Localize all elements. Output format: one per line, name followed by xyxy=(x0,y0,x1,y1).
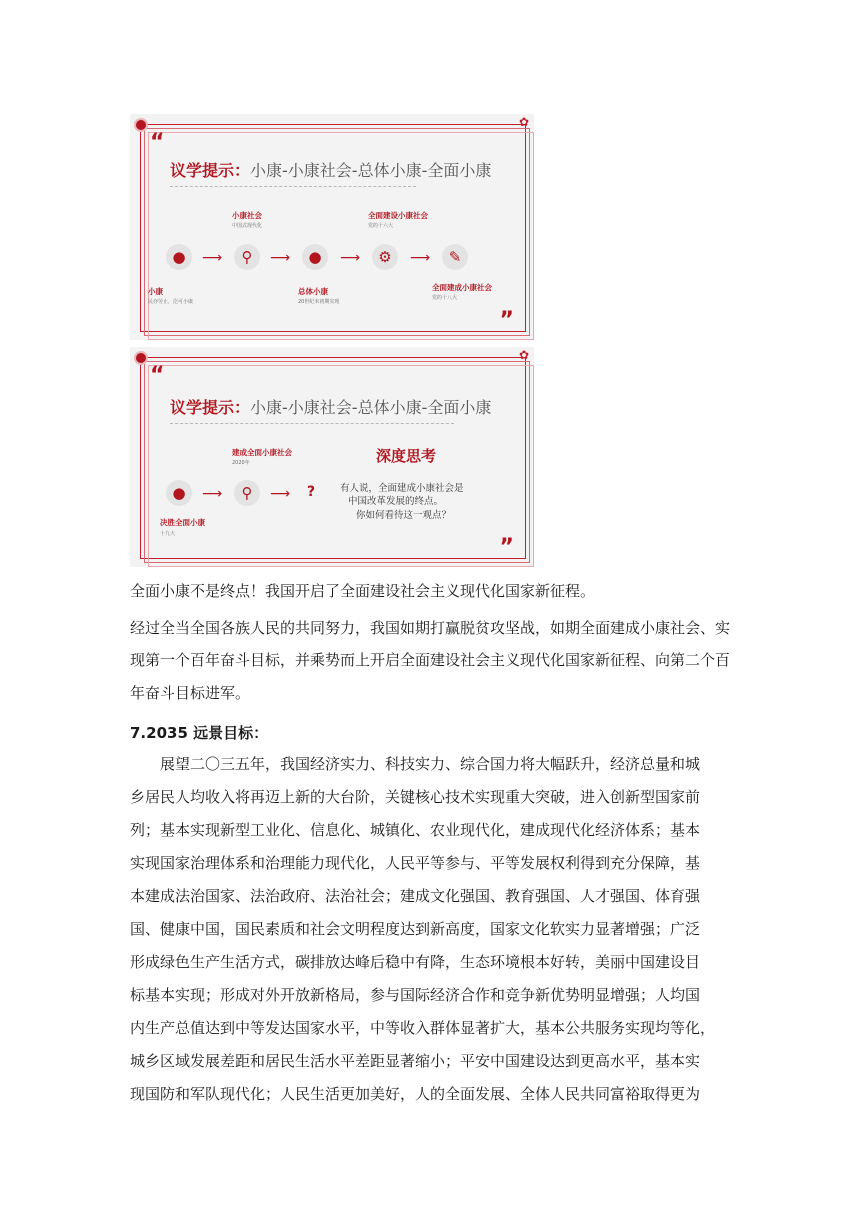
step-sub: 20世纪末初期实现 xyxy=(298,299,340,305)
body-line: 列；基本实现新型工业化、信息化、城镇化、农业现代化，建成现代化经济体系；基本 xyxy=(130,821,701,839)
lightbulb-icon: ● xyxy=(166,244,192,270)
slide-title xyxy=(170,158,491,181)
title-prefix: 议学提示： xyxy=(170,398,251,417)
title-prefix: 议学提示： xyxy=(170,161,251,180)
body-line: 城乡区域发展差距和居民生活水平差距显著缩小；平安中国建设达到更高水平，基本实 xyxy=(130,1052,701,1070)
think-line: 中国改革发展的终点。 xyxy=(348,496,444,507)
decor-dot-icon xyxy=(136,120,146,130)
dashed-divider xyxy=(170,423,454,424)
gear-icon: ⚙ xyxy=(372,244,398,270)
flower-icon: ✿ xyxy=(518,115,529,129)
magnifier-icon: ⚲ xyxy=(234,480,260,506)
body-line: 现第一个百年奋斗目标，并乘势而上开启全面建设社会主义现代化国家新征程、向第二个百 xyxy=(130,651,731,669)
title-rest: 小康-小康社会-总体小康-全面小康 xyxy=(250,161,492,180)
body-line: 年奋斗目标进军。 xyxy=(130,684,251,702)
step-sub: 民亦劳止，汔可小康 xyxy=(148,299,194,305)
body-line: 现国防和军队现代化；人民生活更加美好，人的全面发展、全体人民共同富裕取得更为 xyxy=(130,1085,701,1103)
step-label: 全面建成小康社会 xyxy=(432,283,492,292)
step-label: 全面建设小康社会 xyxy=(368,211,428,220)
body-line: 展望二〇三五年，我国经济实力、科技实力、综合国力将大幅跃升，经济总量和城 xyxy=(160,755,701,773)
magnifier-icon: ⚲ xyxy=(234,244,260,270)
body-line: 内生产总值达到中等发达国家水平，中等收入群体显著扩大，基本公共服务实现均等化， xyxy=(130,1019,716,1037)
body-line: 形成绿色生产生活方式，碳排放达峰后稳中有降，生态环境根本好转，美丽中国建设目 xyxy=(130,953,701,971)
step-sub: 2020年 xyxy=(232,460,250,466)
body-line: 国、健康中国，国民素质和社会文明程度达到新高度，国家文化软实力显著增强；广泛 xyxy=(130,920,701,938)
body-line: 乡居民人均收入将再迈上新的大台阶，关键核心技术实现重大突破，进入创新型国家前 xyxy=(130,788,701,806)
step-sub: 党的十六大 xyxy=(368,223,394,229)
step-sub: 十九大 xyxy=(160,531,176,537)
step-label: 小康 xyxy=(148,287,163,296)
slide-image-1 xyxy=(130,114,534,340)
arrow-icon: ⟶ xyxy=(410,250,431,266)
close-quote-icon: ” xyxy=(499,535,514,560)
arrow-icon: ⟶ xyxy=(202,250,223,266)
arrow-icon: ⟶ xyxy=(270,250,291,266)
body-line: 实现国家治理体系和治理能力现代化，人民平等参与、平等发展权利得到充分保障，基 xyxy=(130,854,701,872)
decor-dot-icon xyxy=(136,353,146,363)
body-line: 本建成法治国家、法治政府、法治社会；建成文化强国、教育强国、人才强国、体育强 xyxy=(130,887,701,905)
lightbulb-icon: ● xyxy=(166,480,192,506)
title-rest: 小康-小康社会-总体小康-全面小康 xyxy=(250,398,492,417)
slide-image-2 xyxy=(130,347,534,567)
notepad-icon: ✎ xyxy=(442,244,468,270)
step-label: 小康社会 xyxy=(232,211,262,220)
arrow-icon: ⟶ xyxy=(202,486,223,502)
think-line: 你如何看待这一观点？ xyxy=(356,510,452,521)
speech-bubble-icon: ● xyxy=(302,244,328,270)
body-line: 标基本实现；形成对外开放新格局，参与国际经济合作和竞争新优势明显增强；人均国 xyxy=(130,986,701,1004)
slide-title xyxy=(170,395,491,418)
close-quote-icon: ” xyxy=(499,308,514,333)
question-mark: ? xyxy=(307,484,316,500)
think-line: 有人说，全面建成小康社会是 xyxy=(340,483,464,494)
step-label: 决胜全面小康 xyxy=(160,518,205,527)
step-label: 总体小康 xyxy=(298,287,328,296)
dashed-divider xyxy=(170,186,416,187)
flower-icon: ✿ xyxy=(518,348,529,362)
body-line: 经过全当全国各族人民的共同努力，我国如期打赢脱贫攻坚战，如期全面建成小康社会、实 xyxy=(130,619,731,637)
step-label: 建成全面小康社会 xyxy=(232,448,292,457)
open-quote-icon: “ xyxy=(150,130,165,155)
open-quote-icon: “ xyxy=(150,363,165,388)
step-sub: 党的十八大 xyxy=(432,295,458,301)
step-sub: 中国式现代化 xyxy=(232,223,263,229)
body-line: 全面小康不是终点！我国开启了全面建设社会主义现代化国家新征程。 xyxy=(130,582,596,600)
arrow-icon: ⟶ xyxy=(340,250,361,266)
arrow-icon: ⟶ xyxy=(270,486,291,502)
section-heading: 7.2035 远景目标： xyxy=(130,724,269,742)
think-title: 深度思考 xyxy=(376,447,437,465)
